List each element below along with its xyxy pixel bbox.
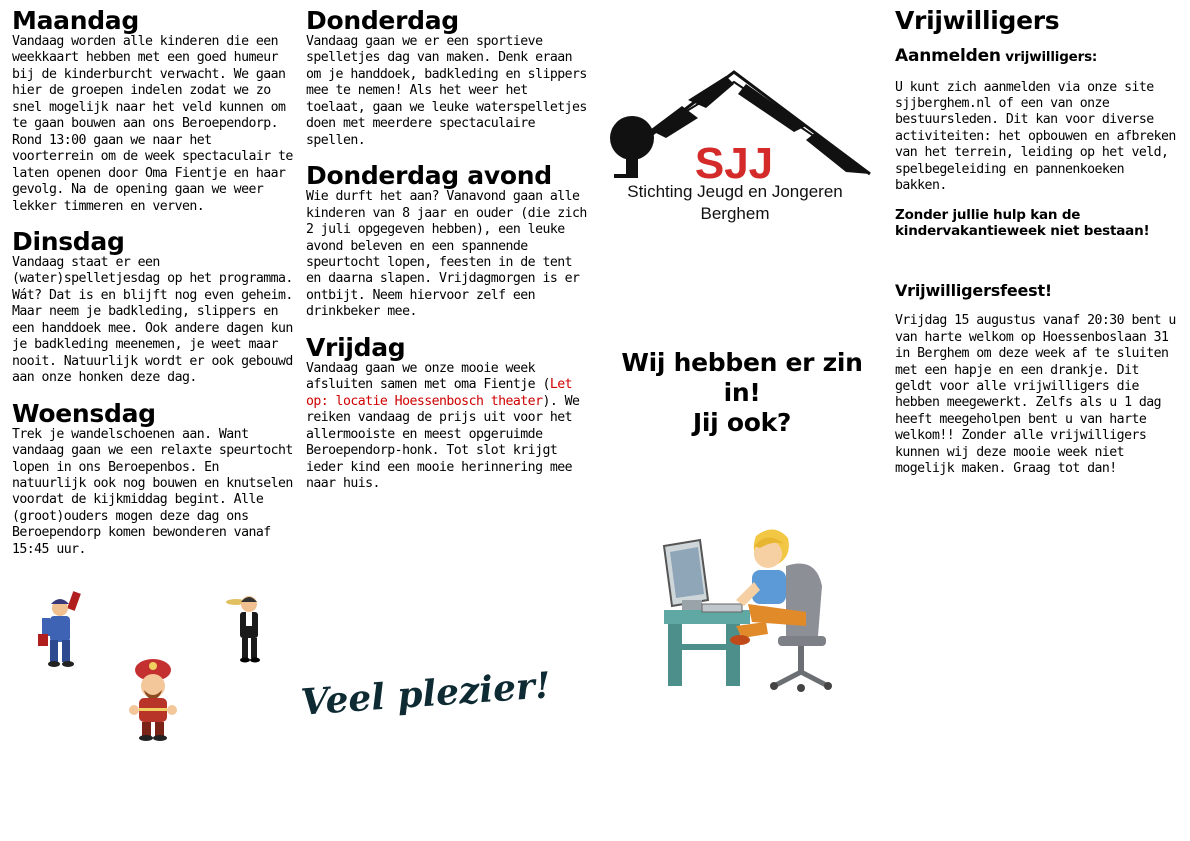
slogan-line2: Jij ook? xyxy=(692,408,792,437)
logo-letters: SJJ xyxy=(694,139,774,188)
section-dinsdag xyxy=(12,226,296,387)
computer-kid-illustration xyxy=(656,526,852,692)
section-donderdag-avond xyxy=(306,163,592,321)
waiter-figure xyxy=(224,592,270,668)
painter-figure xyxy=(36,588,88,672)
heading-maandag: Maandag xyxy=(12,6,139,35)
feest-heading: Vrijwilligersfeest! xyxy=(895,280,1053,300)
aanmelden-text: U kunt zich aanmelden via onze site sjjberghem.nl of een van onze bestuursleden. Dit kan voor diverse activiteiten: het opbouwen en afbreken van het terrein, leiding op het veld, spelbegeleiding en pannenkoeken bakken. xyxy=(895,79,1176,194)
aanmelden-big: Aanmelden xyxy=(895,46,1001,66)
text-donderdag-avond: Wie durft het aan? Vanavond gaan alle kinderen van 8 jaar en ouder (die zich 2 juli opgegeven hebben), een leuke avond beleven en een spannende speurtocht lopen, feesten in de tent en daarna slapen. Vrijdagmorgen is er ontbijt. Neem hiervoor zelf een drinkbeker mee. xyxy=(306,189,587,320)
text-woensdag: Trek je wandelschoenen aan. Want vandaag gaan we een relaxte speurtocht lopen in ons Beroepenbos. En natuurlijk ook nog bouwen en knutselen voordat de kijkmiddag begint. Alle (groot)ouders mogen deze dag ons Beroependorp komen bewonderen vanaf 15:45 uur. xyxy=(12,426,293,557)
feest-text: Vrijdag 15 augustus vanaf 20:30 bent u van harte welkom op Hoessenboslaan 31 in Berghem om deze week af te sluiten met een hapje en een drankje. Dit geldt voor alle vrijwilligers die hebben meegewerkt. Zelfs als u 1 dag heeft meegeholpen bent u van harte welkom!! Zonder alle vrijwilligers kunnen wij deze mooie week niet mogelijk maken. Graag tot dan! xyxy=(895,313,1176,477)
heading-vrijdag: Vrijdag xyxy=(306,332,406,362)
location-note: Let op: locatie Hoessenbosch theater xyxy=(306,377,573,409)
section-donderdag xyxy=(306,8,592,149)
firefighter-figure xyxy=(126,656,180,746)
slogan-line1: Wij hebben er zin in! xyxy=(621,348,863,407)
section-vrijdag xyxy=(306,332,592,493)
logo-graphic xyxy=(606,70,874,230)
heading-donderdag: Donderdag xyxy=(306,6,459,35)
section-maandag xyxy=(12,8,296,215)
text-dinsdag: Vandaag staat er een (water)spelletjesdag op het programma. Wát? Dat is en blijft nog even geheim. Maar neem je badkleding, slippers en een handdoek mee. Ook andere dagen kun je badkleding meenemen, je weet maar nooit. Natuurlijk wordt er ook gebouwd aan onze honken deze dag. xyxy=(12,254,293,386)
section-woensdag xyxy=(12,398,296,559)
heading-woensdag: Woensdag xyxy=(12,398,156,428)
aanmelden-small: vrijwilligers: xyxy=(1000,49,1098,65)
column-2 xyxy=(306,8,592,506)
aanmelden-heading xyxy=(895,48,1177,66)
text-donderdag: Vandaag gaan we er een sportieve spelletjes dag van maken. Denk eraan om je handdoek, badkleding en slippers mee te nemen! Als het weer het toelaat, gaan we leuke waterspelletjes doen met meerdere spectaculaire spellen. xyxy=(306,34,587,148)
slogan xyxy=(606,348,878,438)
sjj-logo xyxy=(606,70,874,230)
logo-line1: Stichting Jeugd en Jongeren xyxy=(627,182,843,201)
column-vrijwilligers xyxy=(895,8,1177,478)
text-vrijdag xyxy=(306,361,592,493)
heading-vrijwilligers: Vrijwilligers xyxy=(895,6,1060,35)
text-vrijdag-part1: Vandaag gaan we onze mooie week afsluiten samen met oma Fientje ( xyxy=(306,360,550,393)
hulp-text: Zonder jullie hulp kan de kindervakantieweek niet bestaan! xyxy=(895,206,1150,240)
column-1 xyxy=(12,8,296,572)
veel-plezier-text: Veel plezier! xyxy=(299,664,552,724)
heading-donderdag-avond: Donderdag avond xyxy=(306,161,552,191)
heading-dinsdag: Dinsdag xyxy=(12,226,125,256)
veel-plezier-script xyxy=(299,664,552,724)
text-maandag: Vandaag worden alle kinderen die een weekkaart hebben met een goed humeur bij de kinderburcht verwacht. We gaan hier de groepen indelen zodat we zo snel mogelijk naar het veld kunnen om te gaan bouwen aan ons Beroependorp. Rond 13:00 gaan we naar het voorterrein om de week spectaculair te laten openen door Oma Fientje en haar gevolg. Na de opening gaan we weer lekker timmeren en verven. xyxy=(12,34,293,214)
logo-line2: Berghem xyxy=(700,204,770,223)
text-vrijdag-part2: ). We reiken vandaag de prijs uit voor het allermooiste en meest opgeruimde Beroependorp-honk. Tot slot krijgt ieder kind een mooie herinnering mee naar huis. xyxy=(306,393,580,491)
